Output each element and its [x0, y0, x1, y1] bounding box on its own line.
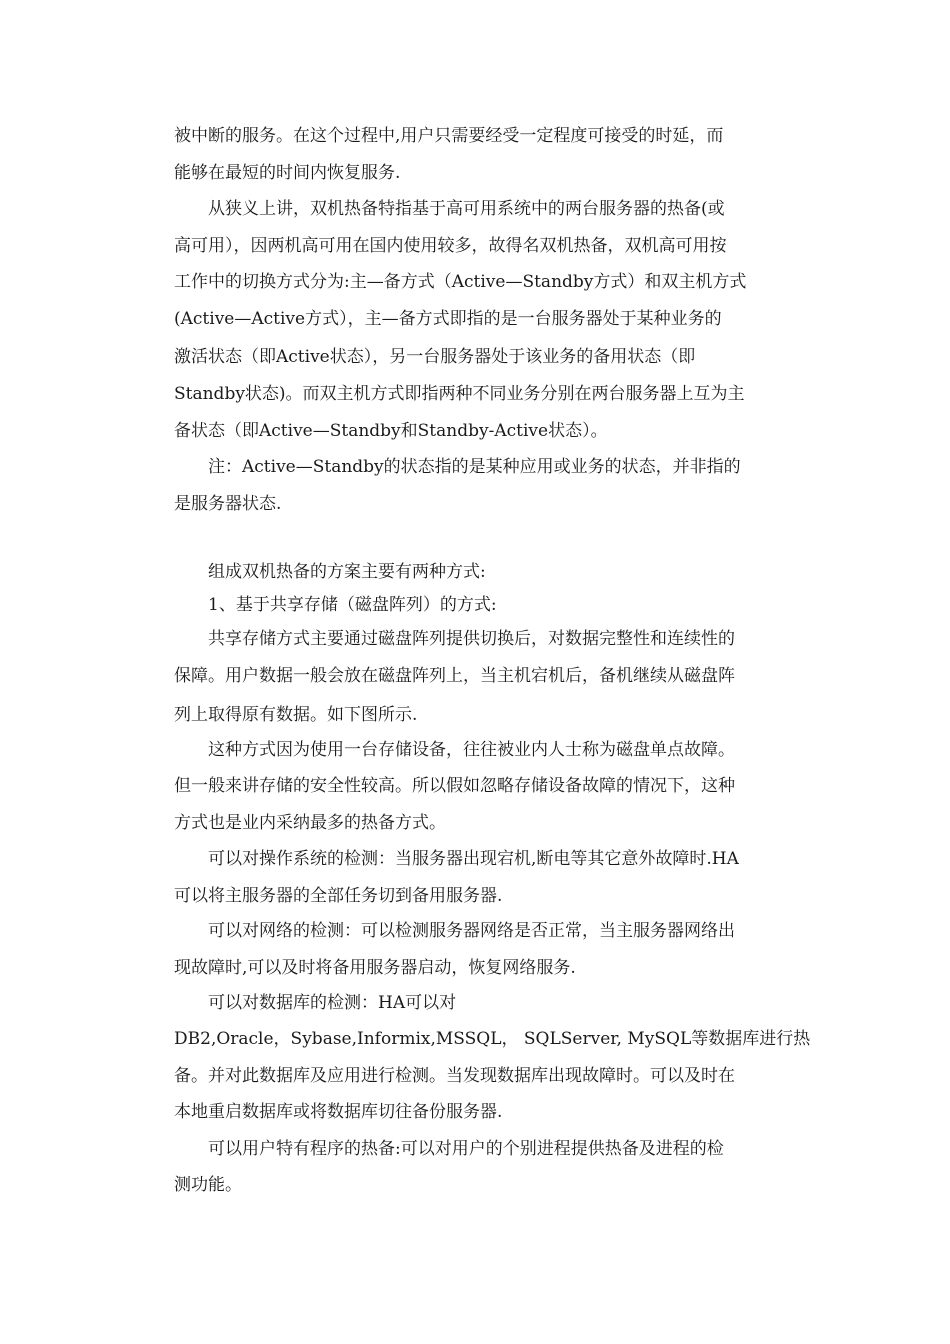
text-line: 1、基于共享存储（磁盘阵列）的方式: — [208, 595, 497, 615]
text-line: 激活状态（即Active状态），另一台服务器处于该业务的备用状态（即 — [174, 347, 696, 367]
text-line: 方式也是业内采纳最多的热备方式。 — [174, 813, 446, 833]
text-line: 组成双机热备的方案主要有两种方式: — [208, 562, 486, 582]
text-line: 备状态（即Active—Standby和Standby-Active状态）。 — [174, 421, 608, 441]
text-line: DB2,Oracle，Sybase,Informix,MSSQL， SQLServer, MySQL等数据库进行热 — [174, 1029, 810, 1049]
text-line: 可以对操作系统的检测：当服务器出现宕机,断电等其它意外故障时.HA — [208, 849, 739, 869]
text-line: 高可用），因两机高可用在国内使用较多，故得名双机热备，双机高可用按 — [174, 236, 727, 256]
text-line: 测功能。 — [174, 1175, 242, 1195]
text-line: 注：Active—Standby的状态指的是某种应用或业务的状态，并非指的 — [208, 457, 741, 477]
text-line: 现故障时,可以及时将备用服务器启动，恢复网络服务. — [174, 958, 576, 978]
text-line: 这种方式因为使用一台存储设备，往往被业内人士称为磁盘单点故障。 — [208, 740, 735, 760]
text-line: 工作中的切换方式分为:主—备方式（Active—Standby方式）和双主机方式 — [174, 272, 747, 292]
text-line: 可以将主服务器的全部任务切到备用服务器. — [174, 886, 503, 906]
text-line: Standby状态)。而双主机方式即指两种不同业务分别在两台服务器上互为主 — [174, 384, 745, 404]
text-line: 可以对数据库的检测：HA可以对 — [208, 993, 457, 1013]
text-line: 是服务器状态. — [174, 494, 282, 514]
text-line: 备。并对此数据库及应用进行检测。当发现数据库出现故障时。可以及时在 — [174, 1066, 735, 1086]
text-line: 列上取得原有数据。如下图所示. — [174, 705, 418, 725]
text-line: 被中断的服务。在这个过程中,用户只需要经受一定程度可接受的时延，而 — [174, 126, 724, 146]
text-line: 共享存储方式主要通过磁盘阵列提供切换后，对数据完整性和连续性的 — [208, 629, 735, 649]
text-line: 本地重启数据库或将数据库切往备份服务器. — [174, 1102, 503, 1122]
text-line: 可以用户特有程序的热备:可以对用户的个别进程提供热备及进程的检 — [208, 1139, 724, 1159]
text-line: (Active—Active方式），主—备方式即指的是一台服务器处于某种业务的 — [174, 309, 722, 329]
text-line: 保障。用户数据一般会放在磁盘阵列上，当主机宕机后，备机继续从磁盘阵 — [174, 666, 735, 686]
text-line: 可以对网络的检测：可以检测服务器网络是否正常，当主服务器网络出 — [208, 921, 735, 941]
text-line: 从狭义上讲，双机热备特指基于高可用系统中的两台服务器的热备(或 — [208, 199, 725, 219]
text-line: 能够在最短的时间内恢复服务. — [174, 163, 401, 183]
text-line: 但一般来讲存储的安全性较高。所以假如忽略存储设备故障的情况下，这种 — [174, 776, 735, 796]
